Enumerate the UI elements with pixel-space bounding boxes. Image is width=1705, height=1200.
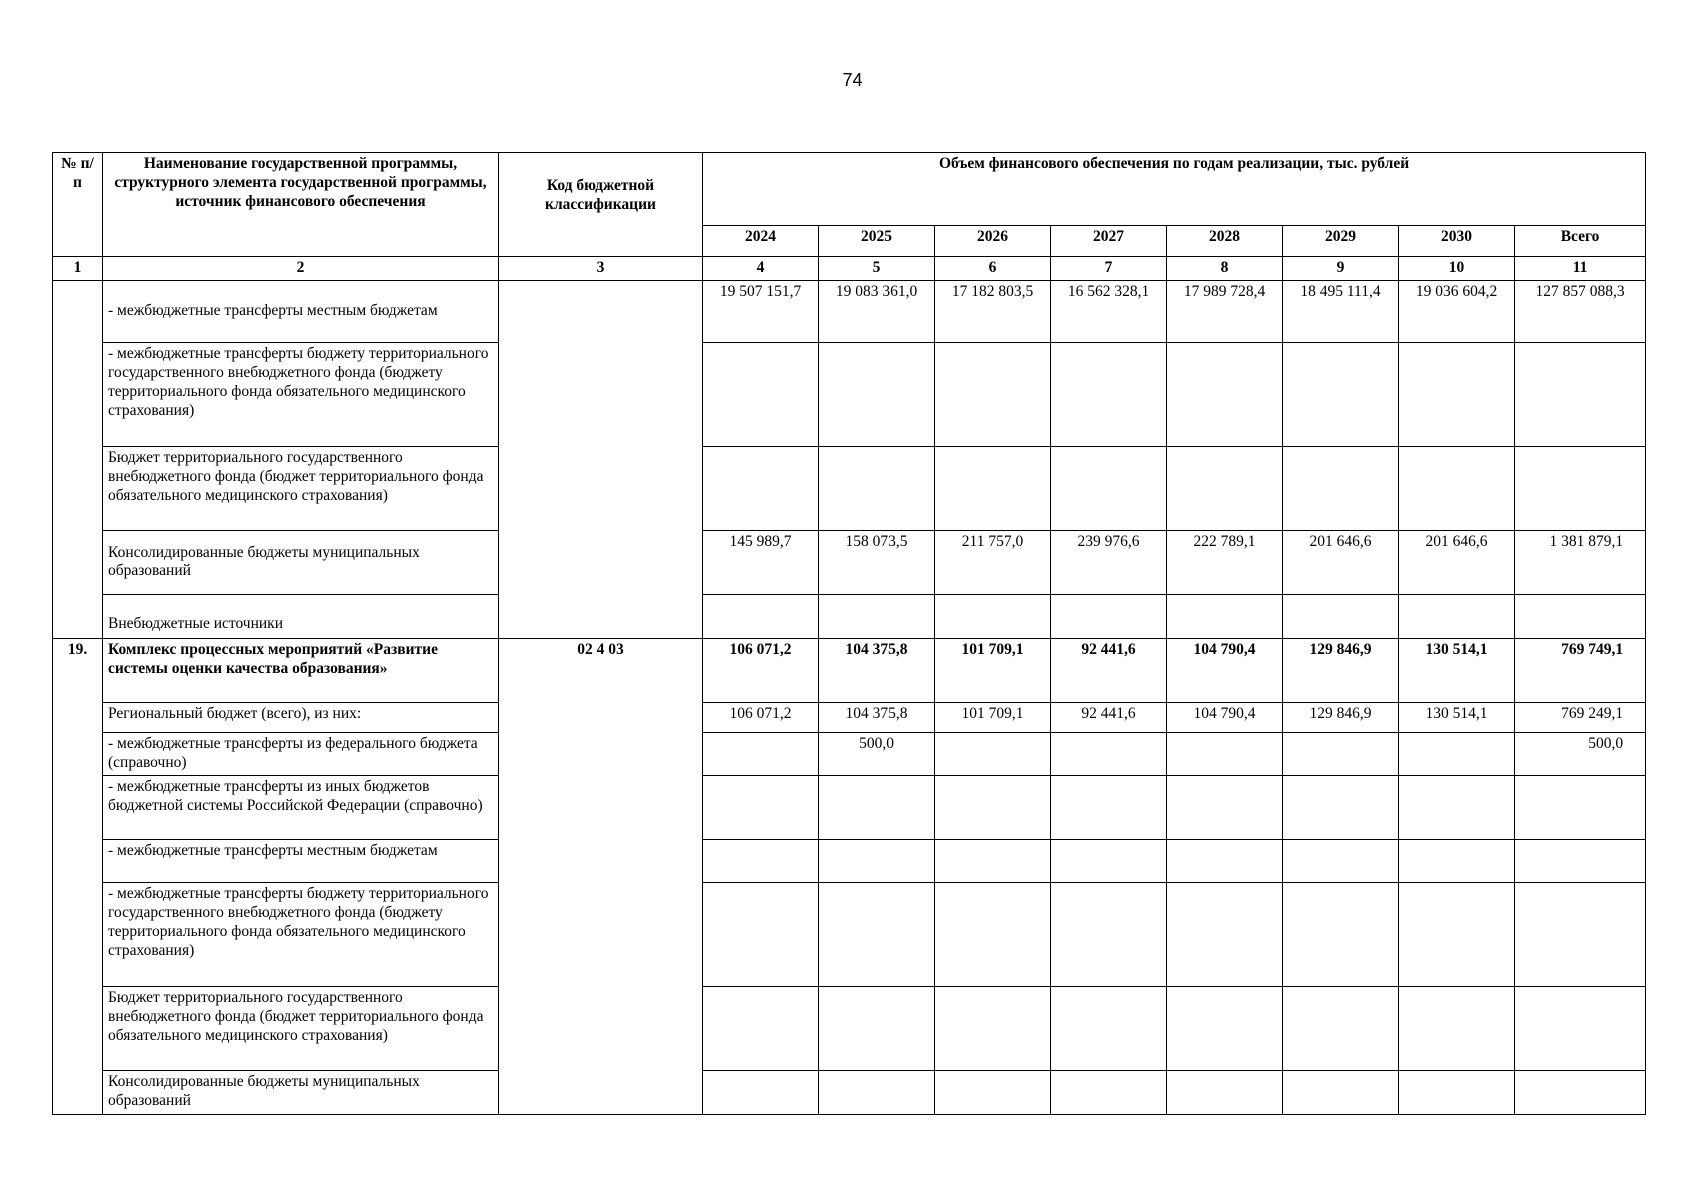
value-cell [935, 342, 1051, 446]
row-name: - межбюджетные трансферты из иных бюджетов бюджетной системы Российской Федерации (справочно) [103, 775, 499, 839]
value-cell: 92 441,6 [1051, 702, 1167, 732]
column-number: 4 [703, 257, 819, 281]
value-cell [1051, 446, 1167, 530]
value-cell [1399, 1070, 1515, 1114]
table-row [53, 1070, 1646, 1114]
row-name: - межбюджетные трансферты из федерального бюджета (справочно) [103, 732, 499, 775]
value-cell [1399, 986, 1515, 1070]
column-number: 3 [499, 257, 703, 281]
value-cell [703, 986, 819, 1070]
value-cell [1283, 446, 1399, 530]
value-cell: 18 495 111,4 [1283, 280, 1399, 342]
value-cell: 129 846,9 [1283, 638, 1399, 702]
header-volume: Объем финансового обеспечения по годам реализации, тыс. рублей [703, 153, 1646, 226]
table-row-program [53, 638, 1646, 702]
value-cell [1167, 1070, 1283, 1114]
value-cell: 500,0 [819, 732, 935, 775]
value-cell [1283, 882, 1399, 986]
value-cell [1167, 342, 1283, 446]
value-cell [1399, 342, 1515, 446]
value-cell [1051, 342, 1167, 446]
column-number: 11 [1515, 257, 1646, 281]
value-cell [935, 594, 1051, 638]
header-year: 2026 [935, 226, 1051, 257]
header-year: 2025 [819, 226, 935, 257]
row-name: Бюджет территориального государственного внебюджетного фонда (бюджет территориального фонда обязательного медицинского страхования) [103, 446, 499, 530]
column-number: 6 [935, 257, 1051, 281]
value-cell: 16 562 328,1 [1051, 280, 1167, 342]
value-cell: 201 646,6 [1399, 530, 1515, 594]
value-cell [1515, 986, 1646, 1070]
column-number: 2 [103, 257, 499, 281]
value-cell [1051, 594, 1167, 638]
value-cell [703, 775, 819, 839]
value-cell [1399, 882, 1515, 986]
row-name: - межбюджетные трансферты бюджету территориального государственного внебюджетного фонда (бюджету территориального фонда обязательного медицинского страхования) [103, 342, 499, 446]
value-cell: 92 441,6 [1051, 638, 1167, 702]
value-cell: 19 036 604,2 [1399, 280, 1515, 342]
value-cell [1283, 839, 1399, 882]
value-cell [1167, 732, 1283, 775]
value-cell [935, 839, 1051, 882]
value-cell [1283, 594, 1399, 638]
column-number: 7 [1051, 257, 1167, 281]
value-cell: 211 757,0 [935, 530, 1051, 594]
value-cell [1399, 775, 1515, 839]
value-cell: 130 514,1 [1399, 702, 1515, 732]
value-cell: 101 709,1 [935, 638, 1051, 702]
value-cell [1167, 986, 1283, 1070]
value-cell [1051, 775, 1167, 839]
value-cell [703, 732, 819, 775]
value-cell [935, 775, 1051, 839]
row-name: Бюджет территориального государственного внебюджетного фонда (бюджет территориального фонда обязательного медицинского страхования) [103, 986, 499, 1070]
value-cell [935, 732, 1051, 775]
value-cell [703, 1070, 819, 1114]
value-cell [935, 882, 1051, 986]
header-total: Всего [1515, 226, 1646, 257]
budget-table [52, 152, 1646, 1115]
value-cell [1167, 775, 1283, 839]
value-cell: 19 507 151,7 [703, 280, 819, 342]
table-row [53, 986, 1646, 1070]
value-cell: 106 071,2 [703, 702, 819, 732]
value-cell: 769 749,1 [1515, 638, 1646, 702]
table-row [53, 342, 1646, 446]
value-cell [1399, 839, 1515, 882]
column-number: 1 [53, 257, 103, 281]
value-cell [819, 839, 935, 882]
table-row [53, 775, 1646, 839]
row-name: Внебюджетные источники [103, 594, 499, 638]
table-row [53, 702, 1646, 732]
value-cell: 104 375,8 [819, 702, 935, 732]
value-cell [703, 342, 819, 446]
row-name: - межбюджетные трансферты бюджету территориального государственного внебюджетного фонда (бюджету территориального фонда обязательного медицинского страхования) [103, 882, 499, 986]
table-row [53, 530, 1646, 594]
value-cell [1051, 882, 1167, 986]
value-cell [1051, 986, 1167, 1070]
value-cell [1515, 446, 1646, 530]
value-cell [1399, 594, 1515, 638]
value-cell [1051, 1070, 1167, 1114]
value-cell: 130 514,1 [1399, 638, 1515, 702]
row-num: 19. [53, 638, 103, 1114]
header-year: 2029 [1283, 226, 1399, 257]
header-year: 2030 [1399, 226, 1515, 257]
value-cell [819, 342, 935, 446]
value-cell [1283, 1070, 1399, 1114]
table-row [53, 594, 1646, 638]
value-cell: 145 989,7 [703, 530, 819, 594]
value-cell: 104 790,4 [1167, 638, 1283, 702]
value-cell: 239 976,6 [1051, 530, 1167, 594]
value-cell [1515, 839, 1646, 882]
value-cell [819, 775, 935, 839]
header-num: № п/п [53, 153, 103, 257]
value-cell [1051, 732, 1167, 775]
value-cell: 106 071,2 [703, 638, 819, 702]
value-cell [1283, 732, 1399, 775]
row-num [53, 280, 103, 638]
column-number: 5 [819, 257, 935, 281]
value-cell: 201 646,6 [1283, 530, 1399, 594]
value-cell: 127 857 088,3 [1515, 280, 1646, 342]
table-row [53, 839, 1646, 882]
value-cell: 17 989 728,4 [1167, 280, 1283, 342]
row-name: - межбюджетные трансферты местным бюджетам [103, 280, 499, 342]
page-number: 74 [842, 70, 863, 90]
header-code: Код бюджетной классификации [499, 153, 703, 257]
value-cell [703, 594, 819, 638]
value-cell [1051, 839, 1167, 882]
row-name: - межбюджетные трансферты местным бюджетам [103, 839, 499, 882]
table-row [53, 280, 1646, 342]
value-cell [1515, 594, 1646, 638]
value-cell [1283, 986, 1399, 1070]
value-cell [1283, 342, 1399, 446]
value-cell [1399, 732, 1515, 775]
value-cell [1515, 1070, 1646, 1114]
value-cell [703, 446, 819, 530]
value-cell [819, 986, 935, 1070]
value-cell: 19 083 361,0 [819, 280, 935, 342]
value-cell [1167, 594, 1283, 638]
value-cell: 500,0 [1515, 732, 1646, 775]
column-number-row [53, 257, 1646, 281]
value-cell [1283, 775, 1399, 839]
value-cell [819, 594, 935, 638]
value-cell: 101 709,1 [935, 702, 1051, 732]
table-row [53, 882, 1646, 986]
value-cell [1515, 882, 1646, 986]
value-cell [703, 839, 819, 882]
header-name: Наименование государственной программы, структурного элемента государственной программы, источник финансового обеспечения [103, 153, 499, 257]
row-name: Консолидированные бюджеты муниципальных образований [103, 530, 499, 594]
value-cell [1515, 342, 1646, 446]
value-cell [1167, 882, 1283, 986]
value-cell [703, 882, 819, 986]
header-year: 2024 [703, 226, 819, 257]
value-cell: 769 249,1 [1515, 702, 1646, 732]
header-row-main [53, 153, 1646, 226]
value-cell [819, 1070, 935, 1114]
value-cell: 1 381 879,1 [1515, 530, 1646, 594]
value-cell [935, 446, 1051, 530]
value-cell [1167, 839, 1283, 882]
value-cell: 158 073,5 [819, 530, 935, 594]
row-code [499, 280, 703, 638]
row-name: Региональный бюджет (всего), из них: [103, 702, 499, 732]
row-name: Комплекс процессных мероприятий «Развитие системы оценки качества образования» [103, 638, 499, 702]
value-cell [935, 986, 1051, 1070]
row-code: 02 4 03 [499, 638, 703, 1114]
table-row [53, 446, 1646, 530]
value-cell: 17 182 803,5 [935, 280, 1051, 342]
value-cell [1167, 446, 1283, 530]
value-cell: 222 789,1 [1167, 530, 1283, 594]
value-cell [819, 446, 935, 530]
header-year: 2028 [1167, 226, 1283, 257]
column-number: 10 [1399, 257, 1515, 281]
header-year: 2027 [1051, 226, 1167, 257]
value-cell [819, 882, 935, 986]
column-number: 8 [1167, 257, 1283, 281]
value-cell [935, 1070, 1051, 1114]
value-cell: 104 790,4 [1167, 702, 1283, 732]
value-cell [1399, 446, 1515, 530]
column-number: 9 [1283, 257, 1399, 281]
value-cell: 104 375,8 [819, 638, 935, 702]
value-cell [1515, 775, 1646, 839]
row-name: Консолидированные бюджеты муниципальных образований [103, 1070, 499, 1114]
value-cell: 129 846,9 [1283, 702, 1399, 732]
table-row [53, 732, 1646, 775]
